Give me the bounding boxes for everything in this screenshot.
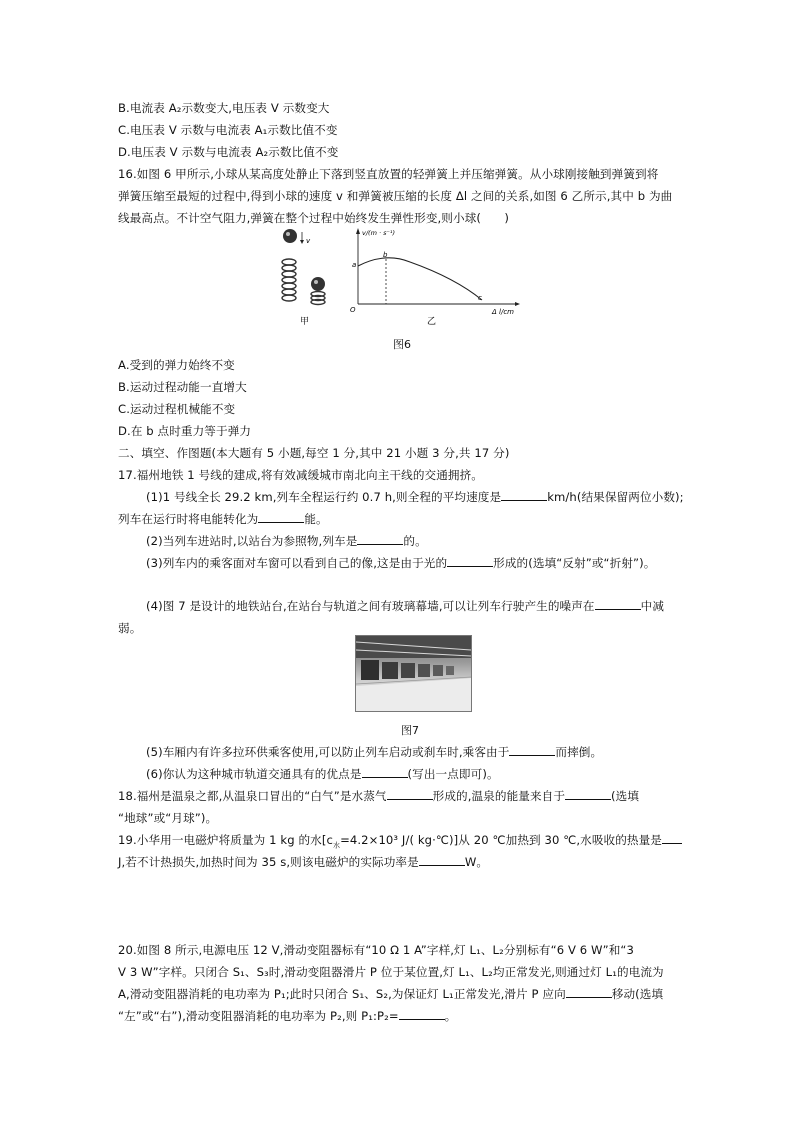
q19-text-a: 19.小华用一电磁炉将质量为 1 kg 的水[c [118,833,333,847]
q20-line3 [118,986,688,1002]
figure-7-subway-photo [355,635,472,712]
label-yi: 乙 [427,317,437,327]
q17-part3-end: 形成的(选填“反射”或“折射”)。 [493,556,656,570]
q17-part3-text: (3)列车内的乘客面对车窗可以看到自己的像,这是由于光的 [146,556,448,570]
q20-line1: 20.如图 8 所示,电源电压 12 V,滑动变阻器标有“10 Ω 1 A”字样,灯 L₁、L₂分别标有“6 V 6 W”和“3 [118,943,634,957]
figure-7-caption: 图7 [401,724,419,737]
q17-stem: 17.福州地铁 1 号线的建成,将有效减缓城市南北向主干线的交通拥挤。 [118,468,483,482]
q16-option-c: C.运动过程机械能不变 [118,402,236,416]
x-axis-label: Δ l/cm [492,308,514,316]
q17-part5-end: 而摔倒。 [555,745,603,759]
q19-blank-power[interactable] [419,854,465,866]
q19-text-d: W。 [464,855,489,869]
point-b-label: b [383,251,388,259]
section-2-heading: 二、填空、作图题(本大题有 5 小题,每空 1 分,其中 21 小题 3 分,共 17 分) [118,446,510,460]
q17-part1c-text: 列车在运行时将电能转化为 [118,512,259,526]
q17-part5-text: (5)车厢内有许多拉环供乘客使用,可以防止列车启动或刹车时,乘客由于 [146,745,510,759]
q17-part1d-text: 能。 [304,512,328,526]
q16-option-b: B.运动过程动能一直增大 [118,380,247,394]
q20-blank-direction[interactable] [566,986,612,998]
q20-line2: V 3 W”字样。只闭合 S₁、S₃时,滑动变阻器滑片 P 位于某位置,灯 L₁、L₂均正常发光,则通过灯 L₁的电流为 [118,965,664,979]
label-jia: 甲 [300,317,310,327]
q17-blank-inertia[interactable] [509,744,555,756]
q17-part4-text: (4)图 7 是设计的地铁站台,在站台与轨道之间有玻璃幕墙,可以让列车行驶产生的噪声在 [146,599,595,613]
ball-on-spring [311,277,325,291]
v-label: v [306,237,311,245]
spring-right [311,292,325,305]
q16-line2: 弹簧压缩至最短的过程中,得到小球的速度 v 和弹簧被压缩的长度 Δl 之间的关系,如图 6 乙所示,其中 b 为曲 [118,189,673,203]
figure-6 [270,222,530,332]
q17-part4 [146,598,716,614]
point-a-label: a [352,261,357,269]
q18-line2: “地球”或“月球”)。 [118,811,218,825]
q19-line2 [118,854,688,870]
q18-text-c: (选填 [611,789,640,803]
q17-part2 [146,533,716,549]
q17-part1 [146,489,716,505]
q20-text-d: 。 [444,1009,457,1023]
q17-part1-unit: km/h(结果保留两位小数); [547,490,684,504]
option-b-prev: B.电流表 A₂示数变大,电压表 V 示数变大 [118,101,330,115]
q19-text-b: =4.2×10³ J/( kg·℃)]从 20 ℃加热到 30 ℃,水吸收的热量是 [340,833,662,847]
q17-part6-text: (6)你认为这种城市轨道交通具有的优点是 [146,767,362,781]
q20-line4 [118,1008,688,1024]
q20-text-c: “左”或“右”),滑动变阻器消耗的电功率为 P₂,则 P₁:P₂= [118,1009,399,1023]
origin-label: O [350,306,356,314]
option-c-prev: C.电压表 V 示数与电流表 A₁示数比值不变 [118,123,338,137]
q17-part6-end: (写出一点即可)。 [407,767,499,781]
q17-blank-light[interactable] [447,555,493,567]
q17-blank-motion[interactable] [357,533,403,545]
q18-blank-source[interactable] [565,788,611,800]
q19-text-c: J,若不计热损失,加热时间为 35 s,则该电磁炉的实际功率是 [118,855,419,869]
q17-part2-end: 的。 [403,534,427,548]
q17-part6 [146,766,716,782]
option-d-prev: D.电压表 V 示数与电流表 A₂示数比值不变 [118,145,339,159]
q19-line1 [118,832,688,853]
q17-blank-noise[interactable] [595,598,641,610]
y-axis-label: v/(m · s⁻¹) [362,229,396,237]
q16-option-d: D.在 b 点时重力等于弹力 [118,424,252,438]
q19-sub-water: 水 [332,841,341,850]
q20-text-a: A,滑动变阻器消耗的电功率为 P₁;此时只闭合 S₁、S₂,为保证灯 L₁正常发光,滑片 P 应向 [118,987,566,1001]
q18-blank-phase[interactable] [387,788,433,800]
velocity-curve [358,258,482,300]
q17-part2-text: (2)当列车进站时,以站台为参照物,列车是 [146,534,358,548]
q17-part5 [146,744,716,760]
point-c-label: c [478,294,482,302]
q17-blank-advantage[interactable] [362,766,408,778]
q17-part1-text: (1)1 号线全长 29.2 km,列车全程运行约 0.7 h,则全程的平均速度是 [146,490,502,504]
q19-blank-heat[interactable] [662,832,682,844]
q17-blank-speed[interactable] [501,489,547,501]
q17-part3 [146,555,716,571]
q18-text-a: 18.福州是温泉之都,从温泉口冒出的“白气”是水蒸气 [118,789,387,803]
q17-part4-cont: 弱。 [118,621,142,635]
q20-text-b: 移动(选填 [611,987,664,1001]
q18-line1 [118,788,688,804]
q17-part1-cont [118,511,688,527]
q18-text-b: 形成的,温泉的能量来自于 [432,789,566,803]
q16-line3: 线最高点。不计空气阻力,弹簧在整个过程中始终发生弹性形变,则小球( ) [118,211,510,225]
q17-part4-end: 中减 [640,599,665,613]
q17-blank-energy[interactable] [258,511,304,523]
q20-blank-ratio[interactable] [399,1008,445,1020]
q16-option-a: A.受到的弹力始终不变 [118,358,235,372]
q16-line1: 16.如图 6 甲所示,小球从某高度处静止下落到竖直放置的轻弹簧上并压缩弹簧。从小球刚接触到弹簧到将 [118,167,659,181]
figure-6-caption: 图6 [393,338,411,351]
ball-falling [283,229,297,243]
spring-left [282,259,296,301]
